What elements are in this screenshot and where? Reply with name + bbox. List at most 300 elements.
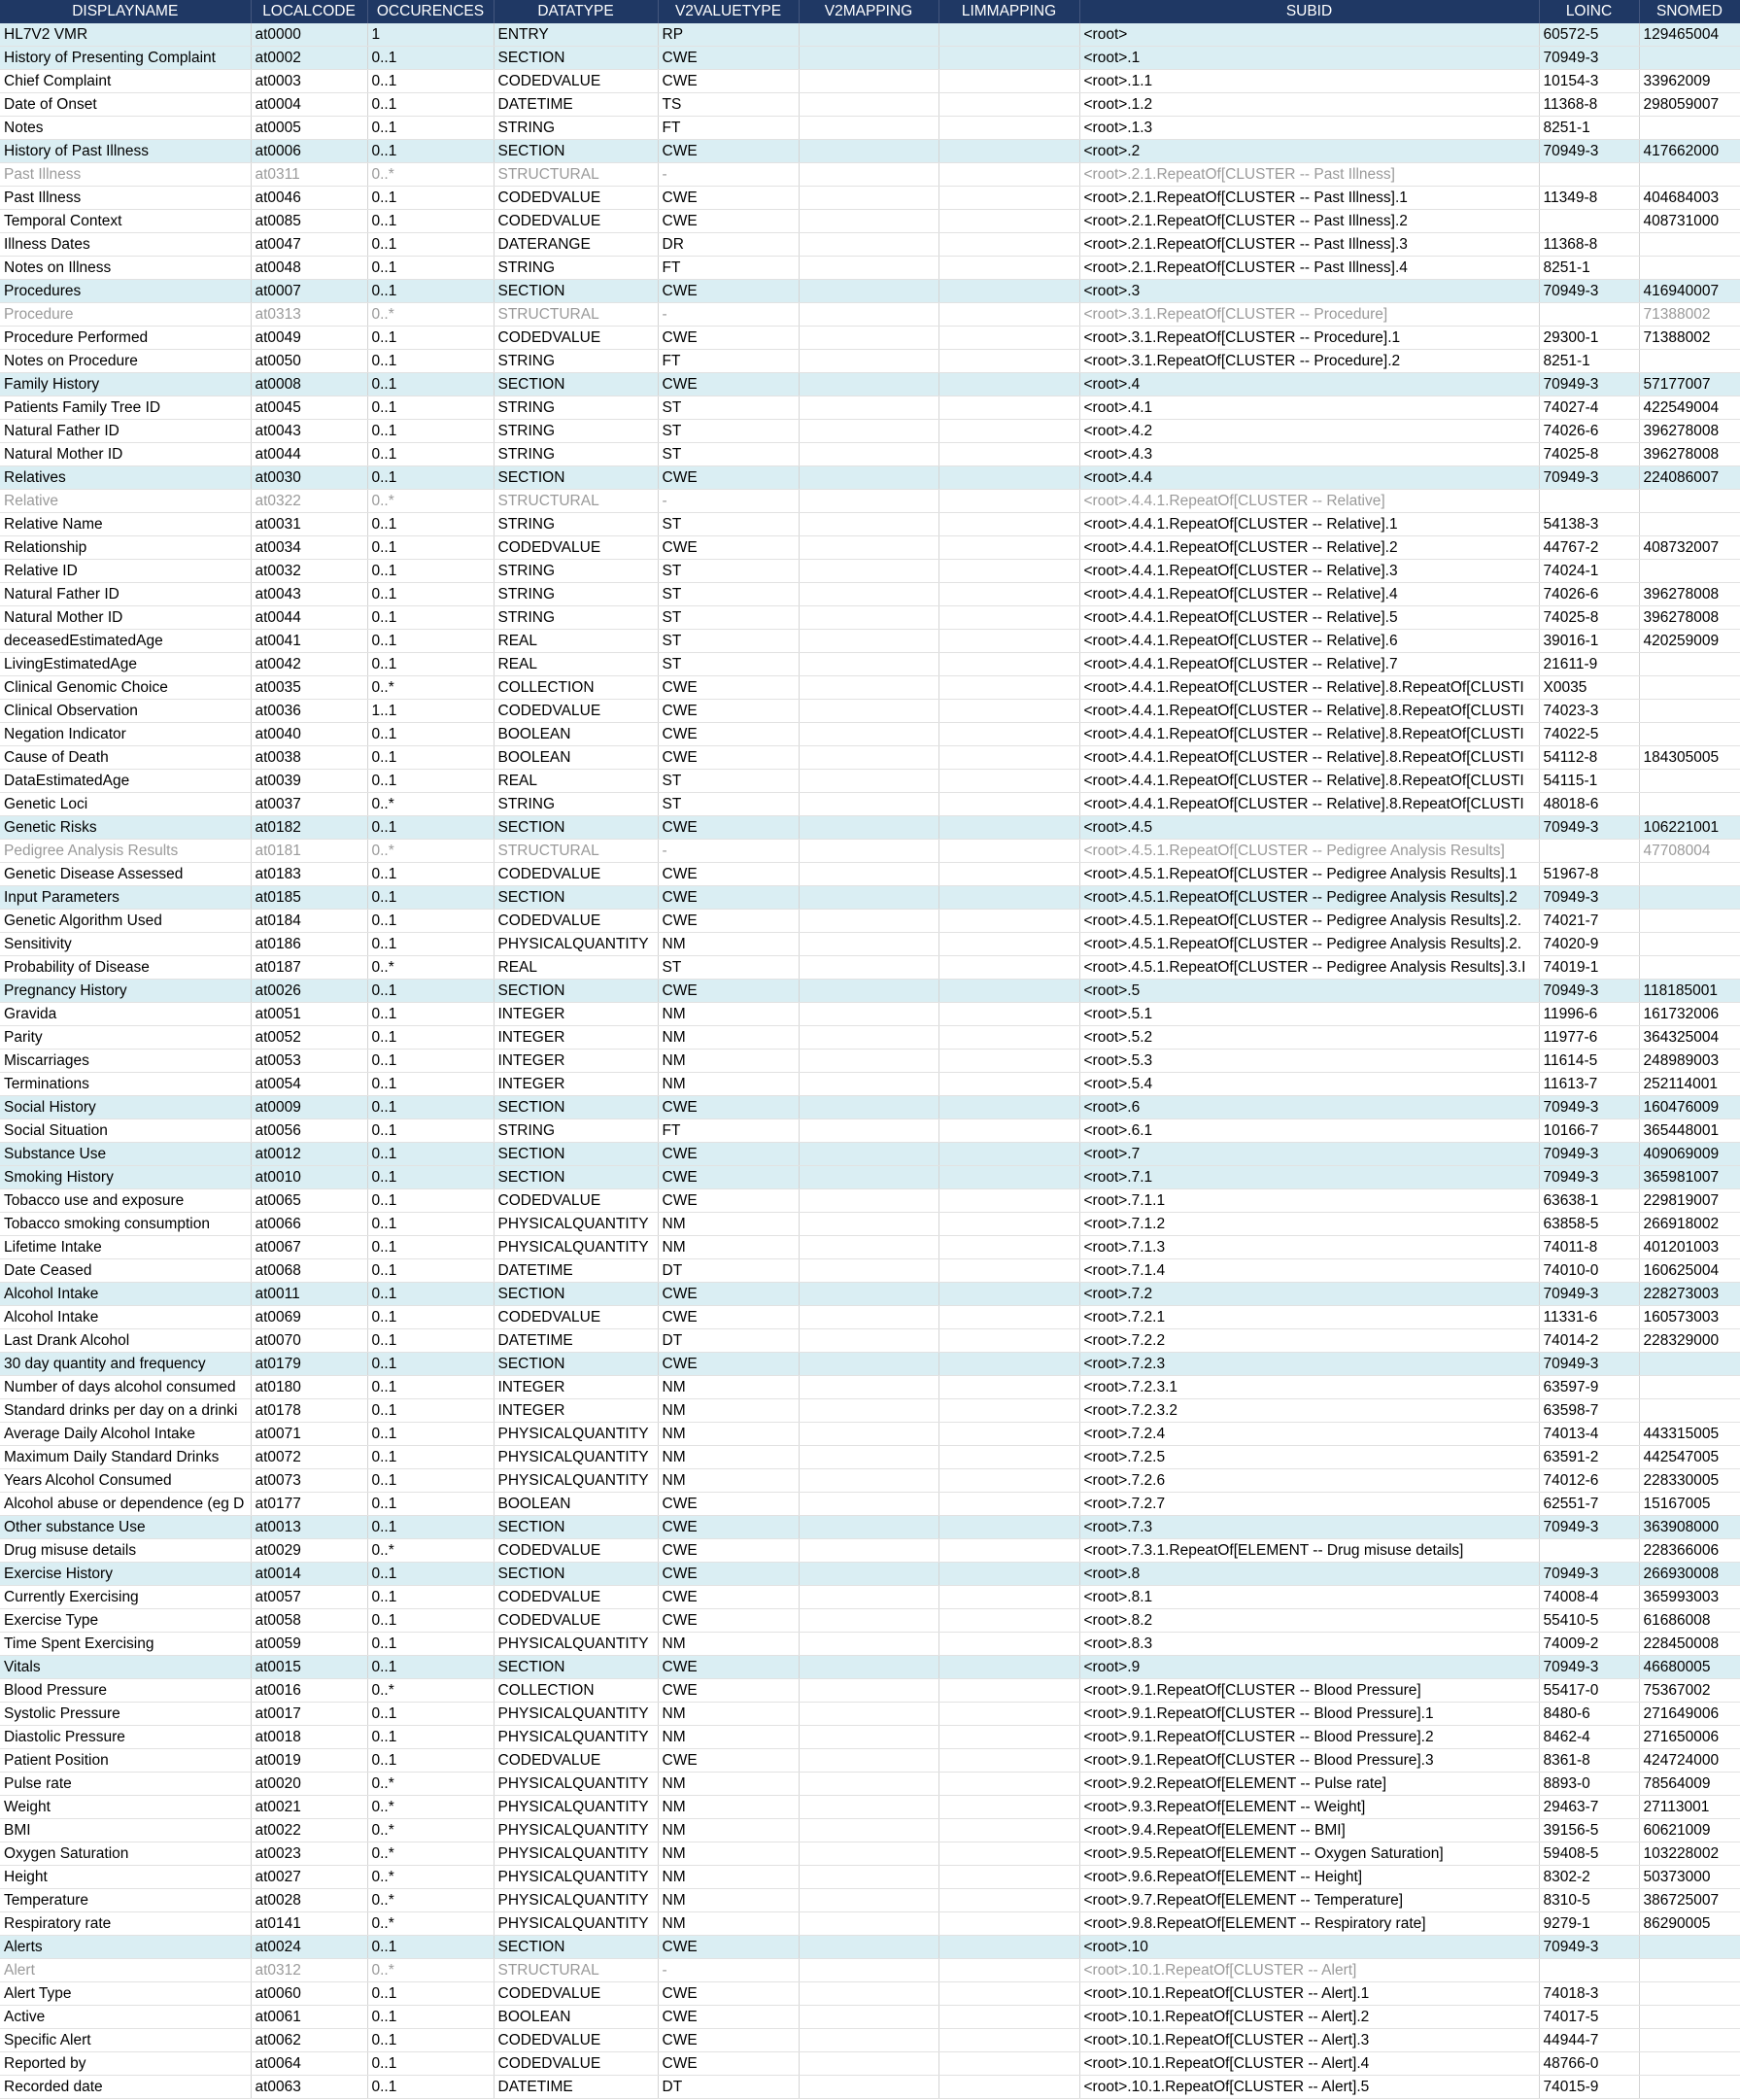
cell-datatype[interactable]: DATETIME <box>494 1259 658 1283</box>
cell-limmapping[interactable] <box>938 1306 1079 1329</box>
cell-displayname[interactable]: BMI <box>0 1819 251 1842</box>
cell-v2mapping[interactable] <box>799 70 938 93</box>
cell-datatype[interactable]: STRUCTURAL <box>494 490 658 513</box>
cell-datatype[interactable]: PHYSICALQUANTITY <box>494 1213 658 1236</box>
cell-datatype[interactable]: INTEGER <box>494 1399 658 1423</box>
cell-loinc[interactable] <box>1539 1539 1639 1563</box>
cell-displayname[interactable]: Active <box>0 2006 251 2029</box>
cell-displayname[interactable]: Last Drank Alcohol <box>0 1329 251 1353</box>
cell-snomed[interactable]: 86290005 <box>1639 1912 1740 1936</box>
cell-snomed[interactable] <box>1639 1982 1740 2006</box>
cell-limmapping[interactable] <box>938 560 1079 583</box>
cell-limmapping[interactable] <box>938 140 1079 163</box>
cell-loinc[interactable] <box>1539 1959 1639 1982</box>
cell-occurences[interactable]: 0..1 <box>367 47 494 70</box>
cell-loinc[interactable]: 11349-8 <box>1539 187 1639 210</box>
cell-datatype[interactable]: PHYSICALQUANTITY <box>494 1423 658 1446</box>
cell-displayname[interactable]: Genetic Algorithm Used <box>0 910 251 933</box>
cell-subid[interactable]: <root>.9.8.RepeatOf[ELEMENT -- Respiratory rate] <box>1079 1912 1539 1936</box>
cell-occurences[interactable]: 0..1 <box>367 910 494 933</box>
cell-snomed[interactable]: 364325004 <box>1639 1026 1740 1050</box>
cell-datatype[interactable]: CODEDVALUE <box>494 1586 658 1609</box>
cell-subid[interactable]: <root>.2.1.RepeatOf[CLUSTER -- Past Illness].1 <box>1079 187 1539 210</box>
cell-loinc[interactable]: 74017-5 <box>1539 2006 1639 2029</box>
cell-v2mapping[interactable] <box>799 466 938 490</box>
cell-displayname[interactable]: Relative ID <box>0 560 251 583</box>
cell-displayname[interactable]: Diastolic Pressure <box>0 1726 251 1749</box>
cell-v2valuetype[interactable]: CWE <box>658 1166 799 1189</box>
cell-v2mapping[interactable] <box>799 280 938 303</box>
cell-occurences[interactable]: 0..1 <box>367 1446 494 1469</box>
cell-datatype[interactable]: COLLECTION <box>494 676 658 700</box>
cell-localcode[interactable]: at0062 <box>251 2029 367 2052</box>
cell-subid[interactable]: <root>.4.4.1.RepeatOf[CLUSTER -- Relative].8.RepeatOf[CLUSTI <box>1079 770 1539 793</box>
cell-subid[interactable]: <root>.3.1.RepeatOf[CLUSTER -- Procedure].2 <box>1079 350 1539 373</box>
cell-v2valuetype[interactable]: - <box>658 303 799 327</box>
cell-localcode[interactable]: at0041 <box>251 630 367 653</box>
cell-datatype[interactable]: CODEDVALUE <box>494 210 658 233</box>
cell-v2mapping[interactable] <box>799 1889 938 1912</box>
cell-v2mapping[interactable] <box>799 1050 938 1073</box>
cell-displayname[interactable]: Terminations <box>0 1073 251 1096</box>
cell-v2valuetype[interactable]: NM <box>658 1773 799 1796</box>
cell-loinc[interactable]: 11331-6 <box>1539 1306 1639 1329</box>
cell-displayname[interactable]: History of Past Illness <box>0 140 251 163</box>
cell-datatype[interactable]: PHYSICALQUANTITY <box>494 1866 658 1889</box>
cell-loinc[interactable]: 10166-7 <box>1539 1119 1639 1143</box>
cell-loinc[interactable]: 70949-3 <box>1539 373 1639 396</box>
cell-loinc[interactable]: 44944-7 <box>1539 2029 1639 2052</box>
cell-datatype[interactable]: PHYSICALQUANTITY <box>494 1236 658 1259</box>
cell-occurences[interactable]: 0..1 <box>367 1936 494 1959</box>
cell-datatype[interactable]: INTEGER <box>494 1003 658 1026</box>
cell-occurences[interactable]: 0..1 <box>367 1283 494 1306</box>
cell-loinc[interactable]: 74014-2 <box>1539 1329 1639 1353</box>
cell-v2valuetype[interactable]: FT <box>658 257 799 280</box>
cell-occurences[interactable]: 0..1 <box>367 443 494 466</box>
cell-subid[interactable]: <root>.10.1.RepeatOf[CLUSTER -- Alert].2 <box>1079 2006 1539 2029</box>
cell-occurences[interactable]: 0..1 <box>367 210 494 233</box>
cell-subid[interactable]: <root>.4.4.1.RepeatOf[CLUSTER -- Relative].1 <box>1079 513 1539 536</box>
cell-datatype[interactable]: BOOLEAN <box>494 1493 658 1516</box>
cell-occurences[interactable]: 0..1 <box>367 350 494 373</box>
cell-subid[interactable]: <root>.7.2.7 <box>1079 1493 1539 1516</box>
cell-snomed[interactable]: 408732007 <box>1639 536 1740 560</box>
cell-subid[interactable]: <root>.7.2.5 <box>1079 1446 1539 1469</box>
cell-localcode[interactable]: at0037 <box>251 793 367 816</box>
cell-subid[interactable]: <root>.5.2 <box>1079 1026 1539 1050</box>
cell-snomed[interactable] <box>1639 350 1740 373</box>
cell-displayname[interactable]: Genetic Loci <box>0 793 251 816</box>
cell-v2valuetype[interactable]: ST <box>658 606 799 630</box>
cell-loinc[interactable]: 63858-5 <box>1539 1213 1639 1236</box>
cell-snomed[interactable]: 271649006 <box>1639 1703 1740 1726</box>
cell-v2valuetype[interactable]: CWE <box>658 1493 799 1516</box>
cell-occurences[interactable]: 0..1 <box>367 630 494 653</box>
cell-snomed[interactable]: 422549004 <box>1639 396 1740 420</box>
cell-datatype[interactable]: DATERANGE <box>494 233 658 257</box>
cell-subid[interactable]: <root>.9.6.RepeatOf[ELEMENT -- Height] <box>1079 1866 1539 1889</box>
cell-snomed[interactable]: 228330005 <box>1639 1469 1740 1493</box>
cell-occurences[interactable]: 0..* <box>367 1679 494 1703</box>
cell-limmapping[interactable] <box>938 1026 1079 1050</box>
cell-occurences[interactable]: 0..1 <box>367 1516 494 1539</box>
cell-snomed[interactable] <box>1639 700 1740 723</box>
cell-snomed[interactable]: 106221001 <box>1639 816 1740 840</box>
cell-v2valuetype[interactable]: CWE <box>658 1306 799 1329</box>
cell-v2valuetype[interactable]: CWE <box>658 1353 799 1376</box>
cell-snomed[interactable]: 386725007 <box>1639 1889 1740 1912</box>
cell-subid[interactable]: <root>.4.4.1.RepeatOf[CLUSTER -- Relative].8.RepeatOf[CLUSTI <box>1079 723 1539 746</box>
cell-limmapping[interactable] <box>938 513 1079 536</box>
cell-limmapping[interactable] <box>938 1842 1079 1866</box>
cell-limmapping[interactable] <box>938 863 1079 886</box>
cell-datatype[interactable]: CODEDVALUE <box>494 1982 658 2006</box>
cell-datatype[interactable]: CODEDVALUE <box>494 910 658 933</box>
cell-v2mapping[interactable] <box>799 303 938 327</box>
cell-v2valuetype[interactable]: ST <box>658 560 799 583</box>
cell-occurences[interactable]: 0..1 <box>367 1376 494 1399</box>
cell-v2valuetype[interactable]: NM <box>658 1423 799 1446</box>
cell-loinc[interactable]: 48018-6 <box>1539 793 1639 816</box>
cell-v2mapping[interactable] <box>799 1119 938 1143</box>
cell-subid[interactable]: <root>.4.5.1.RepeatOf[CLUSTER -- Pedigree Analysis Results].2. <box>1079 933 1539 956</box>
cell-localcode[interactable]: at0322 <box>251 490 367 513</box>
cell-subid[interactable]: <root>.4.5.1.RepeatOf[CLUSTER -- Pedigree Analysis Results].3.I <box>1079 956 1539 980</box>
cell-limmapping[interactable] <box>938 583 1079 606</box>
cell-v2valuetype[interactable]: NM <box>658 1726 799 1749</box>
cell-loinc[interactable]: 74010-0 <box>1539 1259 1639 1283</box>
cell-subid[interactable]: <root>.7.2.3.2 <box>1079 1399 1539 1423</box>
cell-v2valuetype[interactable]: NM <box>658 1819 799 1842</box>
cell-snomed[interactable] <box>1639 1959 1740 1982</box>
cell-v2mapping[interactable] <box>799 1563 938 1586</box>
cell-snomed[interactable] <box>1639 1399 1740 1423</box>
cell-subid[interactable]: <root>.7.1 <box>1079 1166 1539 1189</box>
cell-limmapping[interactable] <box>938 490 1079 513</box>
cell-displayname[interactable]: Tobacco use and exposure <box>0 1189 251 1213</box>
cell-localcode[interactable]: at0031 <box>251 513 367 536</box>
cell-subid[interactable]: <root>.10.1.RepeatOf[CLUSTER -- Alert].5 <box>1079 2076 1539 2099</box>
cell-localcode[interactable]: at0011 <box>251 1283 367 1306</box>
cell-loinc[interactable]: 55417-0 <box>1539 1679 1639 1703</box>
cell-v2mapping[interactable] <box>799 2052 938 2076</box>
cell-datatype[interactable]: REAL <box>494 653 658 676</box>
cell-displayname[interactable]: Respiratory rate <box>0 1912 251 1936</box>
cell-datatype[interactable]: INTEGER <box>494 1376 658 1399</box>
cell-v2valuetype[interactable]: NM <box>658 1376 799 1399</box>
cell-datatype[interactable]: SECTION <box>494 466 658 490</box>
cell-occurences[interactable]: 0..1 <box>367 1026 494 1050</box>
cell-v2mapping[interactable] <box>799 1283 938 1306</box>
cell-v2mapping[interactable] <box>799 1236 938 1259</box>
cell-displayname[interactable]: Natural Father ID <box>0 420 251 443</box>
cell-occurences[interactable]: 0..1 <box>367 886 494 910</box>
cell-localcode[interactable]: at0044 <box>251 443 367 466</box>
cell-v2valuetype[interactable]: ST <box>658 443 799 466</box>
cell-loinc[interactable]: 8302-2 <box>1539 1866 1639 1889</box>
cell-datatype[interactable]: CODEDVALUE <box>494 187 658 210</box>
cell-loinc[interactable]: 8462-4 <box>1539 1726 1639 1749</box>
cell-snomed[interactable]: 365981007 <box>1639 1166 1740 1189</box>
cell-localcode[interactable]: at0030 <box>251 466 367 490</box>
cell-loinc[interactable]: 74021-7 <box>1539 910 1639 933</box>
cell-localcode[interactable]: at0024 <box>251 1936 367 1959</box>
cell-v2mapping[interactable] <box>799 1749 938 1773</box>
cell-localcode[interactable]: at0313 <box>251 303 367 327</box>
cell-datatype[interactable]: STRING <box>494 443 658 466</box>
cell-displayname[interactable]: Patient Position <box>0 1749 251 1773</box>
cell-loinc[interactable] <box>1539 490 1639 513</box>
cell-limmapping[interactable] <box>938 1936 1079 1959</box>
cell-displayname[interactable]: 30 day quantity and frequency <box>0 1353 251 1376</box>
cell-subid[interactable]: <root>.10 <box>1079 1936 1539 1959</box>
cell-limmapping[interactable] <box>938 210 1079 233</box>
cell-occurences[interactable]: 0..1 <box>367 1469 494 1493</box>
cell-subid[interactable]: <root>.9.2.RepeatOf[ELEMENT -- Pulse rate] <box>1079 1773 1539 1796</box>
cell-v2valuetype[interactable]: NM <box>658 1796 799 1819</box>
cell-datatype[interactable]: COLLECTION <box>494 1679 658 1703</box>
cell-datatype[interactable]: DATETIME <box>494 1329 658 1353</box>
cell-subid[interactable]: <root>.6 <box>1079 1096 1539 1119</box>
cell-displayname[interactable]: Substance Use <box>0 1143 251 1166</box>
cell-datatype[interactable]: INTEGER <box>494 1026 658 1050</box>
cell-subid[interactable]: <root>.10.1.RepeatOf[CLUSTER -- Alert].4 <box>1079 2052 1539 2076</box>
cell-subid[interactable]: <root>.9.1.RepeatOf[CLUSTER -- Blood Pressure].3 <box>1079 1749 1539 1773</box>
cell-v2valuetype[interactable]: CWE <box>658 70 799 93</box>
cell-v2mapping[interactable] <box>799 1726 938 1749</box>
cell-localcode[interactable]: at0047 <box>251 233 367 257</box>
cell-occurences[interactable]: 0..1 <box>367 233 494 257</box>
cell-localcode[interactable]: at0141 <box>251 1912 367 1936</box>
cell-localcode[interactable]: at0017 <box>251 1703 367 1726</box>
cell-v2mapping[interactable] <box>799 23 938 47</box>
cell-datatype[interactable]: INTEGER <box>494 1073 658 1096</box>
cell-subid[interactable]: <root>.7.2.1 <box>1079 1306 1539 1329</box>
cell-loinc[interactable]: 70949-3 <box>1539 816 1639 840</box>
cell-limmapping[interactable] <box>938 1189 1079 1213</box>
cell-localcode[interactable]: at0000 <box>251 23 367 47</box>
cell-v2mapping[interactable] <box>799 886 938 910</box>
cell-snomed[interactable]: 298059007 <box>1639 93 1740 117</box>
cell-v2mapping[interactable] <box>799 140 938 163</box>
column-header-datatype[interactable]: DATATYPE <box>494 0 658 23</box>
cell-snomed[interactable]: 103228002 <box>1639 1842 1740 1866</box>
cell-snomed[interactable] <box>1639 257 1740 280</box>
cell-localcode[interactable]: at0026 <box>251 980 367 1003</box>
cell-localcode[interactable]: at0010 <box>251 1166 367 1189</box>
cell-datatype[interactable]: CODEDVALUE <box>494 863 658 886</box>
cell-localcode[interactable]: at0048 <box>251 257 367 280</box>
cell-loinc[interactable]: 74019-1 <box>1539 956 1639 980</box>
cell-snomed[interactable]: 252114001 <box>1639 1073 1740 1096</box>
cell-localcode[interactable]: at0072 <box>251 1446 367 1469</box>
cell-v2mapping[interactable] <box>799 490 938 513</box>
cell-v2mapping[interactable] <box>799 1936 938 1959</box>
cell-localcode[interactable]: at0312 <box>251 1959 367 1982</box>
cell-v2mapping[interactable] <box>799 816 938 840</box>
cell-snomed[interactable]: 396278008 <box>1639 583 1740 606</box>
cell-snomed[interactable] <box>1639 1376 1740 1399</box>
cell-limmapping[interactable] <box>938 420 1079 443</box>
cell-loinc[interactable]: 70949-3 <box>1539 140 1639 163</box>
cell-displayname[interactable]: DataEstimatedAge <box>0 770 251 793</box>
cell-displayname[interactable]: Alert <box>0 1959 251 1982</box>
cell-limmapping[interactable] <box>938 1493 1079 1516</box>
cell-loinc[interactable]: 55410-5 <box>1539 1609 1639 1633</box>
cell-v2mapping[interactable] <box>799 1446 938 1469</box>
cell-occurences[interactable]: 0..1 <box>367 1563 494 1586</box>
cell-loinc[interactable]: 8361-8 <box>1539 1749 1639 1773</box>
cell-v2valuetype[interactable]: CWE <box>658 700 799 723</box>
cell-v2valuetype[interactable]: ST <box>658 420 799 443</box>
cell-loinc[interactable]: 10154-3 <box>1539 70 1639 93</box>
cell-displayname[interactable]: Natural Mother ID <box>0 443 251 466</box>
cell-v2valuetype[interactable]: CWE <box>658 2052 799 2076</box>
cell-occurences[interactable]: 0..* <box>367 1773 494 1796</box>
cell-displayname[interactable]: Past Illness <box>0 187 251 210</box>
cell-snomed[interactable] <box>1639 163 1740 187</box>
cell-snomed[interactable]: 396278008 <box>1639 443 1740 466</box>
cell-subid[interactable]: <root>.7.3.1.RepeatOf[ELEMENT -- Drug misuse details] <box>1079 1539 1539 1563</box>
cell-localcode[interactable]: at0070 <box>251 1329 367 1353</box>
cell-v2mapping[interactable] <box>799 1633 938 1656</box>
cell-localcode[interactable]: at0056 <box>251 1119 367 1143</box>
cell-v2valuetype[interactable]: CWE <box>658 676 799 700</box>
cell-displayname[interactable]: Notes <box>0 117 251 140</box>
cell-v2valuetype[interactable]: ST <box>658 653 799 676</box>
cell-snomed[interactable] <box>1639 770 1740 793</box>
cell-limmapping[interactable] <box>938 910 1079 933</box>
cell-subid[interactable]: <root>.4.2 <box>1079 420 1539 443</box>
cell-loinc[interactable]: 54138-3 <box>1539 513 1639 536</box>
cell-v2valuetype[interactable]: CWE <box>658 327 799 350</box>
cell-datatype[interactable]: SECTION <box>494 47 658 70</box>
cell-snomed[interactable] <box>1639 513 1740 536</box>
cell-subid[interactable]: <root>.9 <box>1079 1656 1539 1679</box>
cell-datatype[interactable]: SECTION <box>494 1096 658 1119</box>
cell-occurences[interactable]: 0..1 <box>367 1213 494 1236</box>
cell-datatype[interactable]: STRUCTURAL <box>494 303 658 327</box>
cell-datatype[interactable]: STRING <box>494 350 658 373</box>
cell-subid[interactable]: <root>.10.1.RepeatOf[CLUSTER -- Alert].1 <box>1079 1982 1539 2006</box>
cell-subid[interactable]: <root>.7.2.3 <box>1079 1353 1539 1376</box>
cell-occurences[interactable]: 0..* <box>367 676 494 700</box>
cell-datatype[interactable]: PHYSICALQUANTITY <box>494 1842 658 1866</box>
cell-v2mapping[interactable] <box>799 233 938 257</box>
cell-occurences[interactable]: 0..1 <box>367 513 494 536</box>
cell-occurences[interactable]: 0..* <box>367 1539 494 1563</box>
cell-v2valuetype[interactable]: DR <box>658 233 799 257</box>
cell-displayname[interactable]: Temperature <box>0 1889 251 1912</box>
cell-snomed[interactable]: 184305005 <box>1639 746 1740 770</box>
cell-datatype[interactable]: BOOLEAN <box>494 746 658 770</box>
cell-occurences[interactable]: 0..1 <box>367 187 494 210</box>
column-header-v2mapping[interactable]: V2MAPPING <box>799 0 938 23</box>
cell-displayname[interactable]: HL7V2 VMR <box>0 23 251 47</box>
cell-v2mapping[interactable] <box>799 163 938 187</box>
cell-displayname[interactable]: deceasedEstimatedAge <box>0 630 251 653</box>
cell-localcode[interactable]: at0059 <box>251 1633 367 1656</box>
cell-localcode[interactable]: at0027 <box>251 1866 367 1889</box>
cell-occurences[interactable]: 0..1 <box>367 1726 494 1749</box>
cell-limmapping[interactable] <box>938 257 1079 280</box>
cell-v2valuetype[interactable]: CWE <box>658 373 799 396</box>
cell-occurences[interactable]: 0..1 <box>367 1143 494 1166</box>
cell-occurences[interactable]: 0..1 <box>367 1259 494 1283</box>
cell-limmapping[interactable] <box>938 1796 1079 1819</box>
cell-localcode[interactable]: at0186 <box>251 933 367 956</box>
cell-snomed[interactable]: 365448001 <box>1639 1119 1740 1143</box>
cell-snomed[interactable]: 160476009 <box>1639 1096 1740 1119</box>
cell-localcode[interactable]: at0066 <box>251 1213 367 1236</box>
cell-subid[interactable]: <root>.7.2.2 <box>1079 1329 1539 1353</box>
cell-datatype[interactable]: SECTION <box>494 280 658 303</box>
cell-v2valuetype[interactable]: CWE <box>658 280 799 303</box>
cell-v2valuetype[interactable]: DT <box>658 2076 799 2099</box>
cell-limmapping[interactable] <box>938 163 1079 187</box>
cell-snomed[interactable]: 228450008 <box>1639 1633 1740 1656</box>
cell-datatype[interactable]: BOOLEAN <box>494 723 658 746</box>
cell-localcode[interactable]: at0311 <box>251 163 367 187</box>
cell-v2valuetype[interactable]: CWE <box>658 466 799 490</box>
cell-loinc[interactable]: 11614-5 <box>1539 1050 1639 1073</box>
cell-limmapping[interactable] <box>938 676 1079 700</box>
cell-limmapping[interactable] <box>938 303 1079 327</box>
cell-v2mapping[interactable] <box>799 117 938 140</box>
cell-limmapping[interactable] <box>938 1563 1079 1586</box>
cell-v2valuetype[interactable]: CWE <box>658 140 799 163</box>
cell-occurences[interactable]: 0..1 <box>367 863 494 886</box>
cell-v2valuetype[interactable]: CWE <box>658 980 799 1003</box>
cell-loinc[interactable]: 70949-3 <box>1539 466 1639 490</box>
cell-subid[interactable]: <root>.7.1.3 <box>1079 1236 1539 1259</box>
cell-occurences[interactable]: 0..* <box>367 163 494 187</box>
cell-datatype[interactable]: PHYSICALQUANTITY <box>494 1469 658 1493</box>
cell-limmapping[interactable] <box>938 980 1079 1003</box>
cell-v2mapping[interactable] <box>799 210 938 233</box>
cell-snomed[interactable]: 71388002 <box>1639 303 1740 327</box>
cell-subid[interactable]: <root>.3 <box>1079 280 1539 303</box>
cell-loinc[interactable]: 63597-9 <box>1539 1376 1639 1399</box>
cell-snomed[interactable]: 229819007 <box>1639 1189 1740 1213</box>
cell-datatype[interactable]: PHYSICALQUANTITY <box>494 1633 658 1656</box>
cell-snomed[interactable] <box>1639 233 1740 257</box>
cell-v2mapping[interactable] <box>799 1842 938 1866</box>
cell-displayname[interactable]: Specific Alert <box>0 2029 251 2052</box>
cell-v2mapping[interactable] <box>799 793 938 816</box>
cell-v2mapping[interactable] <box>799 1982 938 2006</box>
cell-occurences[interactable]: 0..1 <box>367 933 494 956</box>
cell-occurences[interactable]: 0..1 <box>367 1073 494 1096</box>
cell-v2mapping[interactable] <box>799 583 938 606</box>
cell-displayname[interactable]: Probability of Disease <box>0 956 251 980</box>
cell-localcode[interactable]: at0050 <box>251 350 367 373</box>
cell-datatype[interactable]: INTEGER <box>494 1050 658 1073</box>
cell-snomed[interactable]: 248989003 <box>1639 1050 1740 1073</box>
cell-occurences[interactable]: 0..1 <box>367 420 494 443</box>
cell-loinc[interactable]: 74015-9 <box>1539 2076 1639 2099</box>
cell-datatype[interactable]: SECTION <box>494 1283 658 1306</box>
cell-localcode[interactable]: at0006 <box>251 140 367 163</box>
cell-snomed[interactable]: 224086007 <box>1639 466 1740 490</box>
cell-displayname[interactable]: Procedure Performed <box>0 327 251 350</box>
cell-limmapping[interactable] <box>938 653 1079 676</box>
cell-subid[interactable]: <root>.8.1 <box>1079 1586 1539 1609</box>
cell-datatype[interactable]: CODEDVALUE <box>494 2029 658 2052</box>
cell-occurences[interactable]: 0..* <box>367 1912 494 1936</box>
cell-occurences[interactable]: 1 <box>367 23 494 47</box>
